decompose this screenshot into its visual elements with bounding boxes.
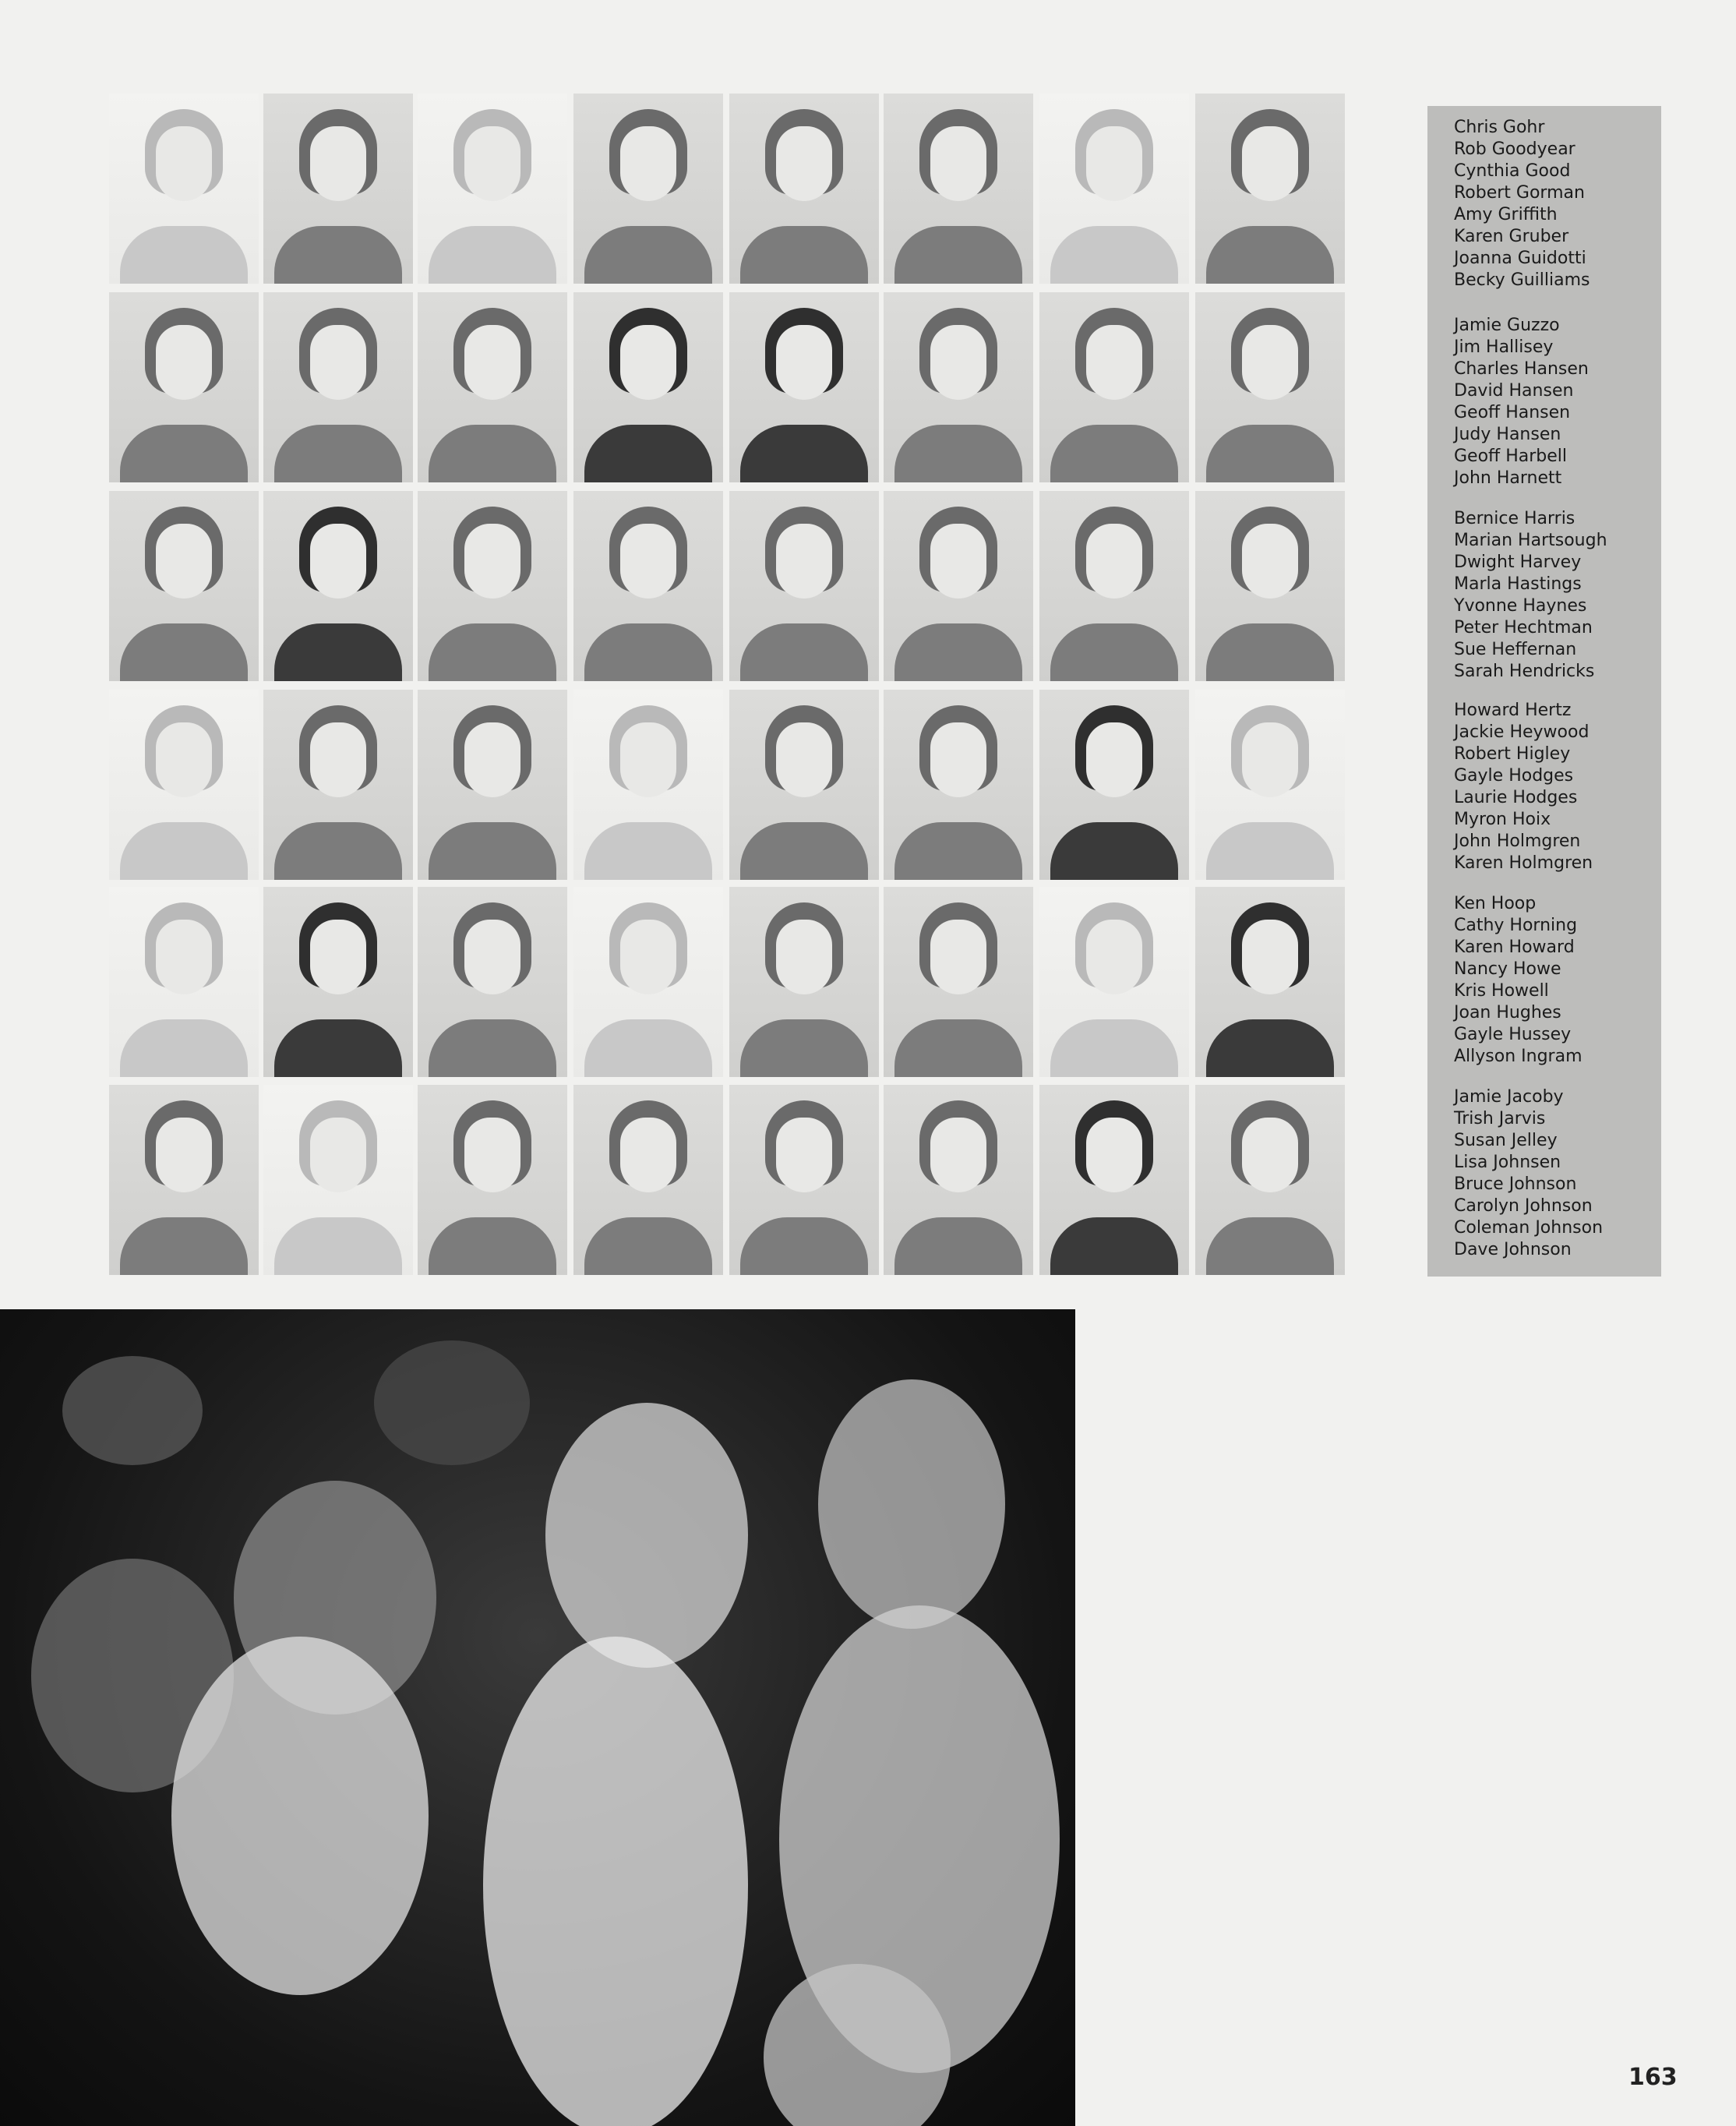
student-portrait: [109, 292, 259, 482]
student-portrait: [884, 491, 1033, 681]
student-name: Gayle Hussey: [1454, 1025, 1572, 1044]
student-portrait: [1039, 1085, 1189, 1275]
student-portrait: [418, 690, 567, 880]
student-name: Coleman Johnson: [1454, 1218, 1604, 1238]
student-portrait: [1039, 292, 1189, 482]
student-name: Cathy Horning: [1454, 916, 1578, 935]
student-name: Karen Holmgren: [1454, 853, 1593, 873]
student-portrait: [573, 94, 723, 284]
student-portrait: [109, 887, 259, 1077]
student-portrait: [729, 887, 879, 1077]
student-name: Bernice Harris: [1454, 509, 1575, 528]
student-portrait: [729, 94, 879, 284]
student-portrait: [1195, 887, 1345, 1077]
student-name: Charles Hansen: [1454, 359, 1589, 379]
student-name: John Holmgren: [1454, 832, 1581, 851]
student-name: Robert Higley: [1454, 744, 1571, 764]
student-name: Dwight Harvey: [1454, 553, 1582, 572]
student-portrait: [263, 292, 413, 482]
student-portrait: [884, 1085, 1033, 1275]
student-portrait: [729, 491, 879, 681]
name-group: [1454, 117, 1657, 291]
student-portrait: [1039, 887, 1189, 1077]
student-name: Sarah Hendricks: [1454, 662, 1595, 681]
student-name: Bruce Johnson: [1454, 1174, 1577, 1194]
student-name: Geoff Harbell: [1454, 447, 1567, 466]
student-portrait: [109, 1085, 259, 1275]
student-name: Jackie Heywood: [1454, 722, 1590, 742]
student-name: Karen Howard: [1454, 938, 1575, 957]
student-name: Judy Hansen: [1454, 425, 1561, 444]
student-portrait: [884, 690, 1033, 880]
student-portrait: [729, 1085, 879, 1275]
student-portrait: [1039, 94, 1189, 284]
student-name: Becky Guilliams: [1454, 270, 1590, 290]
student-name: Myron Hoix: [1454, 810, 1551, 829]
student-name: Laurie Hodges: [1454, 788, 1578, 807]
student-portrait: [1039, 491, 1189, 681]
student-name: Jamie Jacoby: [1454, 1087, 1564, 1107]
student-portrait: [1195, 491, 1345, 681]
student-name: Kris Howell: [1454, 981, 1549, 1001]
student-portrait: [109, 491, 259, 681]
student-name: Lisa Johnsen: [1454, 1153, 1561, 1172]
student-portrait: [263, 887, 413, 1077]
student-name: Joanna Guidotti: [1454, 249, 1586, 268]
student-portrait: [263, 491, 413, 681]
name-group: [1454, 1086, 1657, 1261]
student-name: Peter Hechtman: [1454, 618, 1593, 637]
student-name: David Hansen: [1454, 381, 1574, 401]
name-group: [1454, 508, 1657, 683]
student-name: Jim Hallisey: [1454, 337, 1554, 357]
student-name: Sue Heffernan: [1454, 640, 1577, 659]
student-name: Allyson Ingram: [1454, 1047, 1583, 1066]
student-portrait: [418, 94, 567, 284]
student-portrait: [884, 94, 1033, 284]
student-portrait: [263, 94, 413, 284]
student-name: Carolyn Johnson: [1454, 1196, 1593, 1216]
student-name: Amy Griffith: [1454, 205, 1558, 224]
student-portrait: [573, 491, 723, 681]
name-group: [1454, 315, 1657, 489]
student-portrait: [1195, 94, 1345, 284]
student-name: Marla Hastings: [1454, 574, 1582, 594]
student-portrait: [729, 292, 879, 482]
student-portrait: [418, 491, 567, 681]
student-name: Jamie Guzzo: [1454, 316, 1560, 335]
student-portrait: [1195, 690, 1345, 880]
student-name: Gayle Hodges: [1454, 766, 1574, 786]
student-name: Marian Hartsough: [1454, 531, 1607, 550]
student-name: John Harnett: [1454, 468, 1562, 488]
student-name: Rob Goodyear: [1454, 139, 1575, 159]
student-name: Joan Hughes: [1454, 1003, 1561, 1022]
student-name: Geoff Hansen: [1454, 403, 1571, 422]
name-panel: [1427, 106, 1661, 1277]
student-portrait: [109, 690, 259, 880]
name-group: [1454, 893, 1657, 1068]
name-group: [1454, 700, 1657, 874]
student-portrait: [263, 690, 413, 880]
student-portrait: [263, 1085, 413, 1275]
student-name: Yvonne Haynes: [1454, 596, 1587, 616]
student-name: Robert Gorman: [1454, 183, 1585, 203]
portrait-grid: [101, 94, 1348, 1274]
student-portrait: [573, 887, 723, 1077]
student-portrait: [1195, 292, 1345, 482]
student-portrait: [109, 94, 259, 284]
page-number: 163: [1628, 2064, 1678, 2091]
student-name: Trish Jarvis: [1454, 1109, 1546, 1128]
student-name: Susan Jelley: [1454, 1131, 1558, 1150]
student-portrait: [1195, 1085, 1345, 1275]
student-name: Cynthia Good: [1454, 161, 1571, 181]
student-portrait: [418, 1085, 567, 1275]
student-name: Chris Gohr: [1454, 118, 1545, 137]
student-name: Ken Hoop: [1454, 894, 1537, 913]
student-portrait: [729, 690, 879, 880]
student-portrait: [884, 292, 1033, 482]
student-portrait: [573, 1085, 723, 1275]
student-name: Karen Gruber: [1454, 227, 1569, 246]
student-portrait: [573, 690, 723, 880]
student-portrait: [884, 887, 1033, 1077]
student-portrait: [573, 292, 723, 482]
student-name: Nancy Howe: [1454, 959, 1561, 979]
student-portrait: [418, 887, 567, 1077]
crowd-photo: [0, 1309, 1075, 2126]
student-portrait: [418, 292, 567, 482]
student-name: Dave Johnson: [1454, 1240, 1572, 1259]
student-portrait: [1039, 690, 1189, 880]
student-name: Howard Hertz: [1454, 701, 1572, 720]
